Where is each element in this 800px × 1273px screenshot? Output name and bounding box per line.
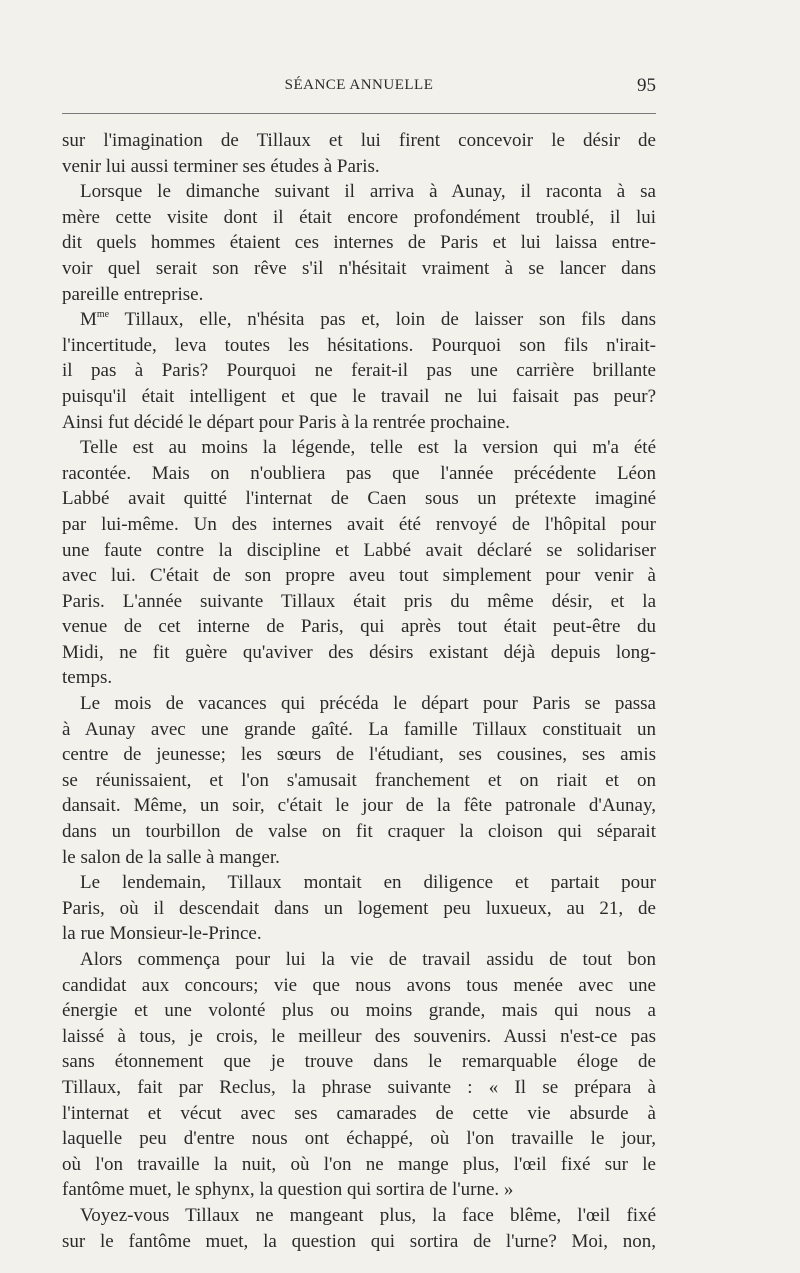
text-line: temps. (62, 667, 113, 689)
text-line: sur l'imagination de Tillaux et lui firent concevoir le désir de (62, 130, 656, 151)
running-head (62, 77, 656, 103)
text-line: par lui-même. Un des internes avait été renvoyé de l'hôpital pour (62, 513, 656, 535)
header-rule (62, 113, 656, 114)
text-line: Midi, ne fit guère qu'aviver des désirs existant déjà depuis long- (62, 641, 656, 663)
text-line: puisqu'il était intelligent et que le travail ne lui faisait pas peur? (62, 385, 656, 407)
page-body (62, 128, 656, 1254)
text-line: Le lendemain, Tillaux montait en diligence et partait pour (80, 872, 656, 894)
text-line: laquelle peu d'entre nous ont échappé, où l'on travaille le jour, (62, 1128, 656, 1150)
text-line: dans un tourbillon de valse on fit craquer la cloison qui séparait (62, 821, 656, 843)
text-line: racontée. Mais on n'oubliera pas que l'année précédente Léon (62, 462, 656, 484)
text-line: pareille entreprise. (62, 283, 204, 305)
text-line: Ainsi fut décidé le départ pour Paris à la rentrée prochaine. (62, 411, 510, 433)
running-title: SÉANCE ANNUELLE (284, 77, 434, 93)
text-line: voir quel serait son rêve s'il n'hésitait vraiment à se lancer dans (62, 257, 656, 279)
text-line: où l'on travaille la nuit, où l'on ne mange plus, l'œil fixé sur le (62, 1153, 656, 1175)
text-line: candidat aux concours; vie que nous avons tous menée avec une (62, 974, 656, 996)
text-line: Telle est au moins la légende, telle est la version qui m'a été (80, 437, 656, 459)
text-line: Lorsque le dimanche suivant il arriva à Aunay, il raconta à sa (80, 181, 656, 203)
text-line (62, 307, 656, 333)
text-line: sur le fantôme muet, la question qui sortira de l'urne? Moi, non, (62, 1230, 656, 1252)
text-line: dansait. Même, un soir, c'était le jour de la fête patronale d'Aunay, (62, 795, 656, 817)
text-line: énergie et une volonté plus ou moins grande, mais qui nous a (62, 1000, 656, 1022)
text-line: se réunissaient, et l'on s'amusait franchement et on riait et on (62, 769, 656, 791)
text-line: Paris. L'année suivante Tillaux était pris du même désir, et la (62, 590, 656, 612)
text-line: l'internat et vécut avec ses camarades de cette vie absurde à (62, 1102, 656, 1124)
madame-abbrev: M (80, 309, 97, 331)
text-line: à Aunay avec une grande gaîté. La famille Tillaux constituait un (62, 718, 656, 740)
text-line: la rue Monsieur-le-Prince. (62, 923, 262, 945)
text-line: il pas à Paris? Pourquoi ne ferait-il pas une carrière brillante (62, 360, 656, 382)
text-line: Paris, où il descendait dans un logement peu luxueux, au 21, de (62, 897, 656, 919)
text-line: le salon de la salle à manger. (62, 846, 280, 868)
text-line: sans étonnement que je trouve dans le remarquable éloge de (62, 1051, 656, 1073)
text-line: avec lui. C'était de son propre aveu tout simplement pour venir à (62, 565, 656, 587)
text-line: fantôme muet, le sphynx, la question qui sortira de l'urne. » (62, 1179, 514, 1201)
text-line: Le mois de vacances qui précéda le départ pour Paris se passa (80, 693, 656, 715)
text-line: laissé à tous, je crois, le meilleur des souvenirs. Aussi n'est-ce pas (62, 1025, 656, 1047)
text-line: venir lui aussi terminer ses études à Paris. (62, 155, 380, 177)
madame-superscript: me (96, 309, 110, 321)
text-line: Voyez-vous Tillaux ne mangeant plus, la face blême, l'œil fixé (80, 1204, 656, 1226)
text-line: Tillaux, fait par Reclus, la phrase suivante : « Il se prépara à (62, 1076, 656, 1098)
text-line: Labbé avait quitté l'internat de Caen sous un prétexte imaginé (62, 488, 656, 510)
text-line: centre de jeunesse; les sœurs de l'étudiant, ses cousines, ses amis (62, 744, 656, 766)
text-line: l'incertitude, leva toutes les hésitations. Pourquoi son fils n'irait- (62, 334, 656, 356)
text-line-rest: Tillaux, elle, n'hésita pas et, loin de laisser son fils dans (109, 309, 656, 331)
text-line: dit quels hommes étaient ces internes de Paris et lui laissa entre- (62, 232, 656, 254)
text-line: Alors commença pour lui la vie de travail assidu de tout bon (80, 949, 656, 970)
page-number: 95 (637, 75, 656, 96)
text-line: venue de cet interne de Paris, qui après tout était peut-être du (62, 616, 656, 638)
text-line: une faute contre la discipline et Labbé avait déclaré se solidariser (62, 539, 656, 561)
text-line: mère cette visite dont il était encore profondément troublé, il lui (62, 206, 656, 228)
